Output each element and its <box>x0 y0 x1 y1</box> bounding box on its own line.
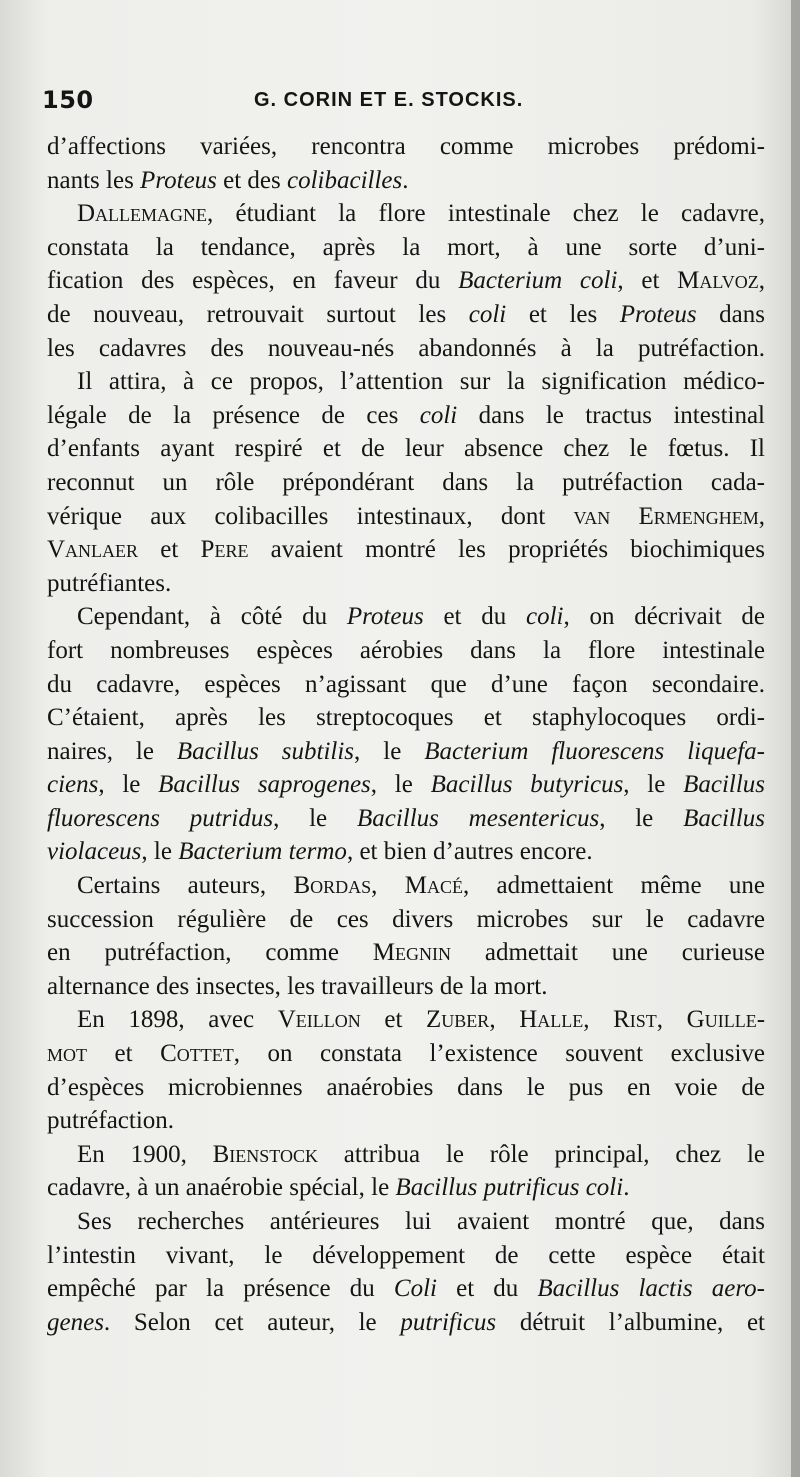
text-line: Il attira, à ce propos, l’attention sur la signification médico- <box>77 368 765 396</box>
text-line: violaceus, le Bacterium termo, et bien d’autres encore. <box>47 838 593 866</box>
text-line: fort nombreuses espèces aérobies dans la flore intestinale <box>47 636 765 664</box>
text-line: Certains auteurs, Bordas, Macé, admettaient même une <box>77 872 766 900</box>
page-number: 150 <box>42 86 94 114</box>
text-line: naires, le Bacillus subtilis, le Bacterium fluorescens liquefa- <box>47 737 765 765</box>
text-line: putréfaction. <box>47 1107 175 1135</box>
text-line: ciens, le Bacillus saprogenes, le Bacillus butyricus, le Bacillus <box>47 771 766 799</box>
text-line: reconnut un rôle prépondérant dans la putréfaction cada- <box>47 468 765 496</box>
text-line: légale de la présence de ces coli dans le tractus intestinal <box>47 401 765 429</box>
running-head: G. CORIN ET E. STOCKIS. <box>254 89 524 111</box>
text-line: vérique aux colibacilles intestinaux, dont van Ermenghem, <box>47 502 765 530</box>
text-line: genes. Selon cet auteur, le putrificus détruit l’albumine, et <box>47 1308 765 1336</box>
text-line: d’affections variées, rencontra comme microbes prédomi- <box>47 133 765 160</box>
text-line: Vanlaer et Pere avaient montré les propriétés biochimiques <box>47 536 765 564</box>
page-header <box>42 86 762 116</box>
text-line: empêché par la présence du Coli et du Bacillus lactis aero- <box>47 1275 765 1303</box>
text-line: en putréfaction, comme Megnin admettait une curieuse <box>47 939 765 967</box>
text-line: fication des espèces, en faveur du Bacterium coli, et Malvoz, <box>47 267 765 295</box>
text-line: Ses recherches antérieures lui avaient montré que, dans <box>77 1208 765 1235</box>
text-line: Dallemagne, étudiant la flore intestinale chez le cadavre, <box>77 200 765 228</box>
text-line: alternance des insectes, les travailleurs de la mort. <box>47 972 548 1000</box>
text-line: Cependant, à côté du Proteus et du coli, on décrivait de <box>77 603 765 631</box>
text-line: putréfiantes. <box>47 569 172 597</box>
text-line: d’enfants ayant respiré et de leur absence chez le fœtus. Il <box>47 435 765 463</box>
text-line: nants les Proteus et des colibacilles. <box>47 166 409 194</box>
text-line: d’espèces microbiennes anaérobies dans le pus en voie de <box>47 1073 765 1101</box>
text-line: En 1900, Bienstock attribua le rôle principal, chez le <box>77 1140 765 1168</box>
text-line: cadavre, à un anaérobie spécial, le Bacillus putrificus coli. <box>47 1174 630 1202</box>
text-line: C’étaient, après les streptocoques et staphylocoques ordi- <box>47 704 765 732</box>
text-line: du cadavre, espèces n’agissant que d’une façon secondaire. <box>47 670 765 698</box>
text-line: de nouveau, retrouvait surtout les coli et les Proteus dans <box>47 300 765 328</box>
body-text <box>47 130 765 1339</box>
text-line: les cadavres des nouveau-nés abandonnés à la putréfaction. <box>47 334 765 362</box>
text-line: l’intestin vivant, le développement de cette espèce était <box>47 1241 765 1269</box>
text-line: succession régulière de ces divers microbes sur le cadavre <box>47 905 765 933</box>
text-line: fluorescens putridus, le Bacillus mesentericus, le Bacillus <box>47 804 766 832</box>
text-line: mot et Cottet, on constata l’existence souvent exclusive <box>47 1040 765 1068</box>
text-line: En 1898, avec Veillon et Zuber, Halle, Rist, Guille- <box>77 1006 766 1034</box>
page-edge-shadow <box>791 0 800 1477</box>
text-line: constata la tendance, après la mort, à une sorte d’uni- <box>47 233 765 261</box>
